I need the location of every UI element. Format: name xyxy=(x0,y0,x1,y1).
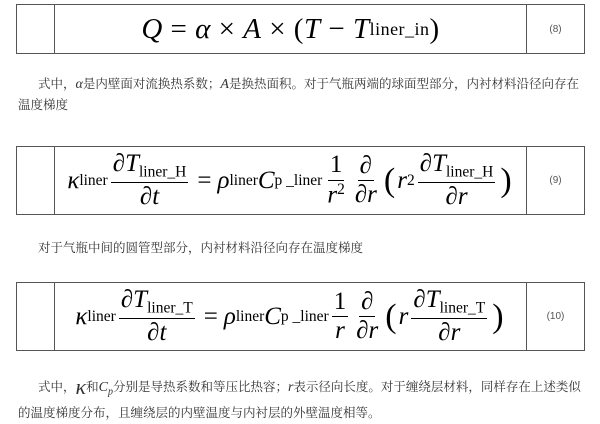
p3-Cp: C xyxy=(98,380,108,395)
eq10-frac-dT-dt xyxy=(119,287,195,346)
eq10-kappa-sub: liner xyxy=(87,307,116,325)
eq10-lparen: ( xyxy=(385,297,397,335)
eq9-partial: ∂ xyxy=(358,153,374,181)
eq9-partial-r: ∂r xyxy=(354,181,377,208)
equation-8-left-cell xyxy=(17,5,55,53)
eq8-sub: liner_in xyxy=(369,18,430,39)
eq9-den: ∂t xyxy=(139,182,160,210)
equation-9-number: (9) xyxy=(526,147,584,214)
paragraph-1 xyxy=(18,74,584,115)
eq10-C: C xyxy=(264,302,281,330)
p3-r: r xyxy=(287,380,294,395)
eq9-den2: ∂r xyxy=(445,182,468,210)
eq9-equals: = xyxy=(197,166,212,194)
eq9-rparen: ) xyxy=(500,161,512,199)
eq10-num2-sub: liner_T xyxy=(439,299,486,317)
eq8-lparen: ( xyxy=(293,12,304,45)
eq9-r2: r xyxy=(397,166,407,194)
p1-b: 是内壁面对流换热系数； xyxy=(82,76,221,91)
equation-10-box xyxy=(16,282,585,351)
eq9-C: C xyxy=(257,166,275,194)
eq9-frac-d-dr xyxy=(353,153,379,209)
eq8-A: A xyxy=(243,12,262,45)
eq10-r: r xyxy=(335,317,345,344)
p3-b: 和 xyxy=(86,379,99,394)
equation-10-number: (10) xyxy=(526,283,584,350)
eq9-one: 1 xyxy=(328,152,345,180)
eq10-r2: r xyxy=(398,302,409,330)
eq10-num: ∂T xyxy=(120,286,148,314)
eq8-equals: = xyxy=(170,12,188,45)
p3-d: 表示径向长度。对于缠绕层材料，同样存在上述类似的温度梯度分布，且缠绕层的内壁温度与内衬层的外壁温度相等。 xyxy=(18,379,581,420)
eq10-C-sub: p _liner xyxy=(280,307,329,325)
eq9-C-sub: p _liner xyxy=(274,171,323,189)
p1-A: A xyxy=(220,77,229,92)
eq10-partial: ∂ xyxy=(359,289,375,317)
p1-c: 是换热面积。对于气瓶两端的球面型部分，内衬材料沿径向存在温度梯度 xyxy=(18,76,579,112)
p1-a: 式中， xyxy=(38,76,76,91)
eq10-frac-dT-dr xyxy=(411,287,487,346)
eq10-one: 1 xyxy=(332,289,349,317)
eq10-frac-1-r xyxy=(332,289,349,345)
eq10-num-sub: liner_T xyxy=(147,299,193,317)
p3-Cp-sub: p xyxy=(107,386,113,398)
eq9-r-sup: 2 xyxy=(337,180,345,198)
paragraph-3 xyxy=(18,374,584,423)
eq8-T2: T xyxy=(352,12,370,45)
eq10-rho-sub: liner xyxy=(235,307,265,325)
eq8-rparen: ) xyxy=(429,12,440,45)
eq8-times-1: × xyxy=(218,12,236,45)
eq9-rho: ρ xyxy=(217,166,230,194)
eq9-num: ∂T xyxy=(112,150,139,178)
equation-9-formula xyxy=(55,147,526,214)
eq10-equals: = xyxy=(203,302,218,330)
equation-9-box xyxy=(16,146,585,215)
p3-a: 式中， xyxy=(38,379,76,394)
p1-alpha: α xyxy=(75,77,83,92)
eq10-partial-r: ∂r xyxy=(356,317,379,344)
equation-10-left-cell xyxy=(17,283,55,350)
eq10-frac-d-dr xyxy=(354,289,380,345)
eq8-minus: − xyxy=(328,12,346,45)
equation-8-formula xyxy=(55,5,526,53)
eq9-kappa: κ xyxy=(67,166,80,194)
eq10-den2: ∂r xyxy=(438,318,461,346)
eq10-den: ∂t xyxy=(147,318,167,346)
eq9-frac-1-r2 xyxy=(325,152,346,208)
eq9-frac-dT-dt xyxy=(111,151,189,210)
paragraph-2: 对于气瓶中间的圆管型部分，内衬材料沿径向存在温度梯度 xyxy=(38,240,364,255)
equation-8-number: (8) xyxy=(526,5,584,53)
eq9-rho-sub: liner xyxy=(229,171,258,189)
eq8-Q: Q xyxy=(141,12,163,45)
eq9-r2-sup: 2 xyxy=(406,171,415,189)
eq9-num2: ∂T xyxy=(419,150,446,178)
eq9-r: r xyxy=(327,181,338,209)
eq8-T: T xyxy=(303,12,321,45)
eq9-num-sub: liner_H xyxy=(138,163,187,181)
eq10-kappa: κ xyxy=(75,302,88,330)
eq8-times-2: × xyxy=(269,12,287,45)
equation-8-box xyxy=(16,4,585,54)
eq10-num2: ∂T xyxy=(413,286,440,314)
equation-10-formula xyxy=(55,283,526,350)
eq9-kappa-sub: liner xyxy=(79,171,108,189)
equation-9-left-cell xyxy=(17,147,55,214)
eq10-rparen: ) xyxy=(492,297,504,335)
eq10-rho: ρ xyxy=(223,302,236,330)
eq9-num2-sub: liner_H xyxy=(445,163,494,181)
eq9-frac-dT-dr xyxy=(418,151,496,210)
p3-kappa: κ xyxy=(75,374,87,399)
eq9-lparen: ( xyxy=(383,161,396,199)
p3-c: 分别是导热系数和等压比热容； xyxy=(112,379,288,394)
eq8-alpha: α xyxy=(195,12,211,45)
